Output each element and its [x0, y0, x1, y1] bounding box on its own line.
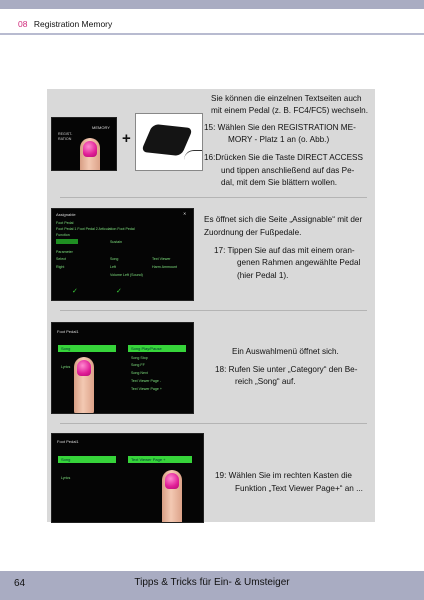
foot-pedal-menu-screen-image: [51, 322, 194, 414]
separator: [60, 197, 367, 198]
screen-text-line: Select: [56, 257, 66, 261]
separator: [60, 310, 367, 311]
screen-text-line: Function: [56, 233, 70, 237]
step16-line: und tippen anschließend auf das Pe-: [221, 166, 355, 175]
plus-sign: +: [122, 130, 131, 147]
step16-line: dal, mit dem Sie blättern wollen.: [221, 178, 338, 187]
screen-text-line: Song: [110, 257, 119, 261]
header-rule: [0, 33, 424, 35]
screen-text-line: Right: [56, 265, 65, 269]
step17-line: 17: Tippen Sie auf das mit einem oran-: [214, 246, 355, 255]
assignable-screen-title: Assignable: [56, 212, 76, 217]
step16-line: 16:Drücken Sie die Taste DIRECT ACCESS: [204, 153, 363, 162]
step18-line: 18: Rufen Sie unter „Category“ den Be-: [215, 365, 358, 374]
screen-text-line: Text Viewer Page +: [131, 387, 162, 391]
separator: [60, 423, 367, 424]
selected-pedal-slot: [56, 239, 78, 244]
screen-text-line: RATION: [58, 137, 72, 141]
memory-screen-image: [51, 117, 117, 171]
screen-text-line: REGIST-: [58, 132, 73, 136]
screen-text-line: Parameter: [56, 250, 73, 254]
screen-text-line: Harm Ammount: [152, 265, 177, 269]
step1-line: mit einem Pedal (z. B. FC4/FC5) wechseln.: [211, 106, 368, 115]
step19-line: Funktion „Text Viewer Page+“ an ...: [235, 484, 363, 493]
top-rule: [0, 0, 424, 9]
step19-line: 19: Wählen Sie im rechten Kasten die: [215, 471, 352, 480]
step2-line: Es öffnet sich die Seite „Assignable“ mit der: [204, 215, 363, 224]
check-icon: ✓: [72, 288, 78, 295]
check-icon: ✓: [116, 288, 122, 295]
screen-text-line: Text Viewer: [152, 257, 171, 261]
finger-image: [80, 138, 100, 171]
finger-image: [162, 470, 182, 523]
step3-line: Ein Auswahlmenü öffnet sich.: [232, 347, 339, 356]
screen-text-line: Volume Left (Sound): [110, 273, 143, 277]
step15-line: MORY - Platz 1 an (o. Abb.): [228, 135, 330, 144]
step18-line: reich „Song“ auf.: [235, 377, 296, 386]
screen-text-line: Lyrics: [61, 476, 71, 480]
screen-text-line: Lyrics: [61, 365, 71, 369]
step17-line: (hier Pedal 1).: [237, 271, 289, 280]
screen-text-line: Foot Pedal 1 Foot Pedal 2 Articulation Foot Pedal: [56, 227, 135, 231]
function-menu-screen-image: [51, 433, 204, 523]
screen-text-line: Song Stop: [131, 356, 148, 360]
step1-line: Sie können die einzelnen Textseiten auch: [211, 94, 362, 103]
chapter-header: [18, 19, 112, 29]
menu-screen-title: Foot Pedal1: [57, 439, 79, 444]
screen-text-line: Song Next: [131, 371, 148, 375]
screen-text-line: Left: [110, 265, 116, 269]
step2-line: Zuordnung der Fußpedale.: [204, 228, 302, 237]
step17-line: genen Rahmen angewählte Pedal: [237, 258, 361, 267]
assignable-screen-image: [51, 208, 194, 301]
footer-title: Tipps & Tricks für Ein- & Umsteiger: [134, 577, 290, 588]
memory-screen-label: MEMORY: [92, 125, 110, 130]
function-selected-label: Text Viewer Page +: [131, 457, 166, 462]
screen-text-line: Sustain: [110, 240, 122, 244]
chapter-number: 08: [18, 19, 28, 29]
step15-line: 15: Wählen Sie den REGISTRATION ME-: [204, 123, 356, 132]
screen-text-line: Song FF: [131, 363, 145, 367]
page-number: 64: [14, 578, 26, 589]
screen-text-line: Text Viewer Page -: [131, 379, 162, 383]
menu-screen-title: Foot Pedal1: [57, 329, 79, 334]
foot-pedal-image: [135, 113, 203, 171]
category-song-label: Song: [61, 346, 71, 351]
category-song-label: Song: [61, 457, 71, 462]
screen-text-line: Foot Pedal: [56, 221, 74, 225]
finger-image: [74, 357, 94, 414]
chapter-title: Registration Memory: [33, 19, 113, 29]
function-selected-label: Song Play/Pause: [131, 346, 162, 351]
close-icon: ✕: [183, 211, 187, 216]
